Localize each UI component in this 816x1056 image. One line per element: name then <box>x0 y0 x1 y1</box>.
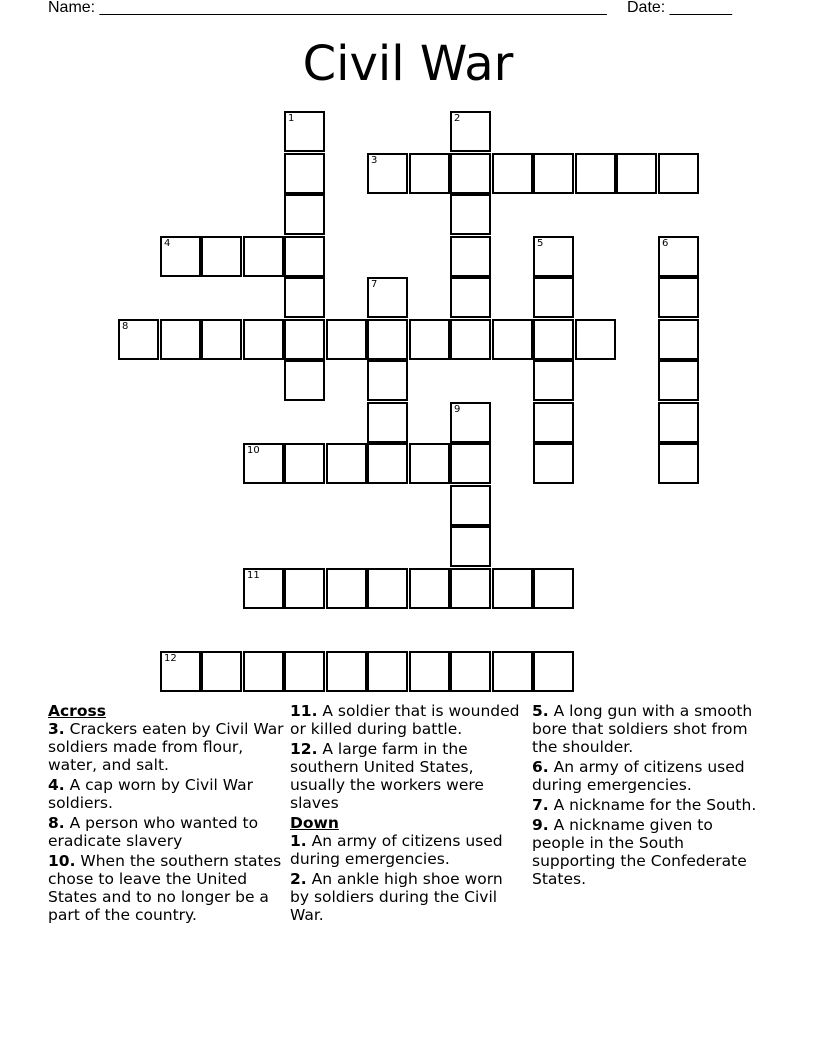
grid-cell[interactable] <box>658 360 699 401</box>
grid-cell[interactable] <box>450 153 491 194</box>
grid-cell[interactable] <box>658 277 699 318</box>
grid-cell[interactable] <box>367 443 408 484</box>
name-line[interactable]: _________________________________________________________ <box>99 0 607 16</box>
grid-cell[interactable] <box>575 319 616 360</box>
clue-text: A long gun with a smooth bore that soldiers shot from the shoulder. <box>532 702 753 756</box>
grid-cell[interactable] <box>243 651 284 692</box>
grid-cell[interactable] <box>658 443 699 484</box>
grid-cell[interactable] <box>367 651 408 692</box>
clue-number: 4. <box>48 776 65 794</box>
clue-number: 1. <box>290 832 307 850</box>
grid-cell[interactable] <box>533 568 574 609</box>
grid-cell[interactable] <box>284 277 325 318</box>
cell-number: 4 <box>164 238 171 249</box>
name-label: Name: <box>48 0 100 16</box>
clue-text: A cap worn by Civil War soldiers. <box>48 776 253 812</box>
grid-cell[interactable] <box>201 236 242 277</box>
grid-cell[interactable] <box>284 194 325 235</box>
clue-number: 7. <box>532 796 549 814</box>
grid-cell[interactable] <box>450 651 491 692</box>
clues-column-1 <box>48 702 284 926</box>
grid-cell[interactable] <box>367 402 408 443</box>
grid-cell[interactable] <box>367 568 408 609</box>
grid-cell[interactable] <box>367 360 408 401</box>
grid-cell[interactable] <box>616 153 657 194</box>
grid-cell[interactable] <box>326 319 367 360</box>
grid-cell[interactable] <box>658 402 699 443</box>
grid-cell[interactable] <box>533 153 574 194</box>
grid-cell[interactable] <box>492 651 533 692</box>
clue-text: An army of citizens used during emergencies. <box>532 758 745 794</box>
cell-number: 8 <box>122 321 129 332</box>
clue-text: A nickname for the South. <box>553 796 757 814</box>
clue-across-8 <box>48 814 284 850</box>
grid-cell[interactable] <box>450 319 491 360</box>
grid-cell[interactable] <box>367 153 408 194</box>
clue-number: 2. <box>290 870 307 888</box>
across-heading: Across <box>48 702 106 720</box>
grid-cell[interactable] <box>243 236 284 277</box>
grid-cell[interactable] <box>450 277 491 318</box>
clue-number: 3. <box>48 720 65 738</box>
cell-number: 1 <box>288 113 295 124</box>
grid-cell[interactable] <box>450 402 491 443</box>
grid-cell[interactable] <box>201 651 242 692</box>
grid-cell[interactable] <box>284 443 325 484</box>
grid-cell[interactable] <box>450 443 491 484</box>
grid-cell[interactable] <box>492 153 533 194</box>
cell-number: 2 <box>454 113 461 124</box>
clue-down-7 <box>532 796 768 814</box>
clue-number: 5. <box>532 702 549 720</box>
grid-cell[interactable] <box>533 443 574 484</box>
grid-cell[interactable] <box>160 651 201 692</box>
clue-number: 9. <box>532 816 549 834</box>
grid-cell[interactable] <box>409 319 450 360</box>
clue-across-12 <box>290 740 526 812</box>
cell-number: 11 <box>247 570 260 581</box>
clue-down-2 <box>290 870 526 924</box>
clue-number: 6. <box>532 758 549 776</box>
grid-cell[interactable] <box>575 153 616 194</box>
clue-across-3 <box>48 720 284 774</box>
grid-cell[interactable] <box>243 568 284 609</box>
grid-cell[interactable] <box>492 319 533 360</box>
grid-cell[interactable] <box>284 651 325 692</box>
grid-cell[interactable] <box>450 568 491 609</box>
grid-cell[interactable] <box>160 319 201 360</box>
grid-cell[interactable] <box>533 319 574 360</box>
grid-cell[interactable] <box>160 236 201 277</box>
clue-text: A soldier that is wounded or killed during battle. <box>290 702 520 738</box>
cell-number: 10 <box>247 445 260 456</box>
clue-number: 12. <box>290 740 318 758</box>
grid-cell[interactable] <box>326 568 367 609</box>
cell-number: 12 <box>164 653 177 664</box>
grid-cell[interactable] <box>201 319 242 360</box>
grid-cell[interactable] <box>409 568 450 609</box>
clue-down-6 <box>532 758 768 794</box>
clue-text: Crackers eaten by Civil War soldiers made from flour, water, and salt. <box>48 720 284 774</box>
grid-cell[interactable] <box>326 443 367 484</box>
grid-cell[interactable] <box>533 277 574 318</box>
grid-cell[interactable] <box>658 153 699 194</box>
clue-text: A person who wanted to eradicate slavery <box>48 814 259 850</box>
clue-across-11 <box>290 702 526 738</box>
grid-cell[interactable] <box>533 651 574 692</box>
grid-cell[interactable] <box>450 111 491 152</box>
grid-cell[interactable] <box>450 236 491 277</box>
grid-cell[interactable] <box>284 568 325 609</box>
clue-down-5 <box>532 702 768 756</box>
clue-number: 11. <box>290 702 318 720</box>
cell-number: 9 <box>454 404 461 415</box>
page-title: Civil War <box>302 36 514 92</box>
grid-cell[interactable] <box>367 319 408 360</box>
clues-column-3 <box>532 702 768 890</box>
clues-column-2 <box>290 702 526 926</box>
down-heading: Down <box>290 814 339 832</box>
grid-cell[interactable] <box>284 360 325 401</box>
grid-cell[interactable] <box>450 526 491 567</box>
grid-cell[interactable] <box>409 443 450 484</box>
grid-cell[interactable] <box>450 485 491 526</box>
clue-text: An ankle high shoe worn by soldiers during the Civil War. <box>290 870 503 924</box>
cell-number: 6 <box>662 238 669 249</box>
grid-cell[interactable] <box>367 277 408 318</box>
clue-text: When the southern states chose to leave the United States and to no longer be a part of the country. <box>48 852 282 924</box>
grid-cell[interactable] <box>409 651 450 692</box>
clue-across-4 <box>48 776 284 812</box>
clue-text: A nickname given to people in the South supporting the Confederate States. <box>532 816 747 888</box>
grid-cell[interactable] <box>409 153 450 194</box>
clue-text: An army of citizens used during emergencies. <box>290 832 503 868</box>
grid-cell[interactable] <box>118 319 159 360</box>
grid-cell[interactable] <box>492 568 533 609</box>
grid-cell[interactable] <box>450 194 491 235</box>
grid-cell[interactable] <box>284 111 325 152</box>
clue-text: A large farm in the southern United States, usually the workers were slaves <box>290 740 484 812</box>
clue-down-1 <box>290 832 526 868</box>
grid-cell[interactable] <box>284 236 325 277</box>
grid-cell[interactable] <box>284 319 325 360</box>
grid-cell[interactable] <box>326 651 367 692</box>
cell-number: 7 <box>371 279 378 290</box>
cell-number: 5 <box>537 238 544 249</box>
clue-across-10 <box>48 852 284 924</box>
grid-cell[interactable] <box>284 153 325 194</box>
grid-cell[interactable] <box>658 319 699 360</box>
grid-cell[interactable] <box>533 360 574 401</box>
grid-cell[interactable] <box>243 319 284 360</box>
date-label: Date: <box>627 0 670 16</box>
cell-number: 3 <box>371 155 378 166</box>
clue-down-9 <box>532 816 768 888</box>
date-line[interactable]: _______ <box>669 0 732 16</box>
grid-cell[interactable] <box>533 236 574 277</box>
clue-number: 10. <box>48 852 76 870</box>
grid-cell[interactable] <box>533 402 574 443</box>
clue-number: 8. <box>48 814 65 832</box>
grid-cell[interactable] <box>658 236 699 277</box>
grid-cell[interactable] <box>243 443 284 484</box>
